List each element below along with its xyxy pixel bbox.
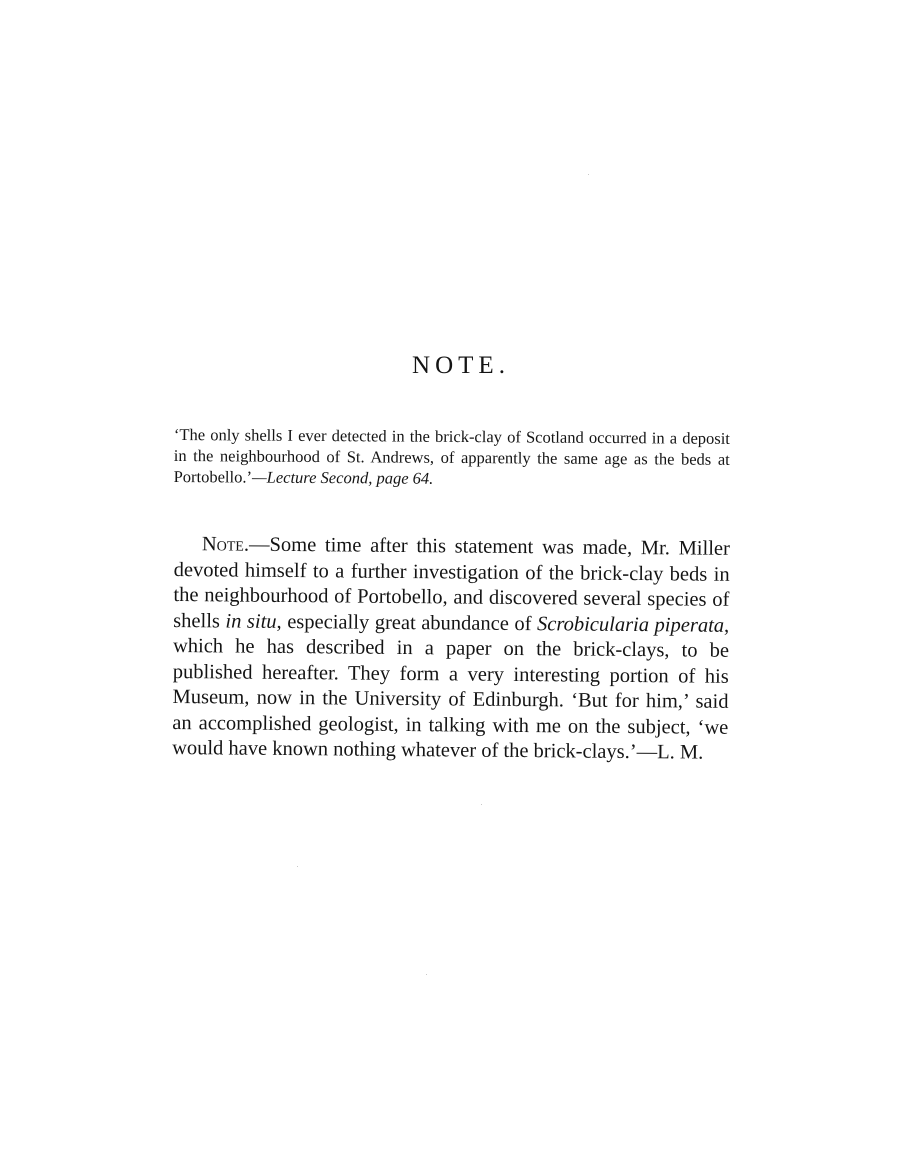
page-heading: NOTE. — [412, 352, 510, 379]
note-text-1: —Some time after this statement was made, Mr. Miller devoted himself to a further investigation of the brick-clay beds in the neighbourhood of Portobello, and discovered several species of shells — [173, 533, 730, 632]
paper-speck — [297, 866, 298, 867]
paper-speck — [588, 174, 589, 175]
quoted-passage — [174, 424, 730, 491]
note-lead: Note. — [201, 533, 250, 556]
paper-speck — [426, 974, 427, 975]
editorial-note — [172, 532, 730, 766]
note-text-3: , which he has described in a paper on the brick-clays, to be published hereafter. They form a very interesting portion of his Museum, now in the University of Edinburgh. ‘But for him,’ said an accomplished geologist, in talking with me on the subject, ‘we would have known nothing whatever of the brick-clays.’—L. M. — [172, 614, 730, 764]
paper-speck — [481, 804, 482, 805]
note-italic-1: in situ — [225, 609, 277, 633]
note-text-2: , especially great abundance of — [276, 610, 538, 635]
note-italic-2: Scrobicularia piperata — [536, 612, 725, 637]
quote-citation: —Lecture Second, page 64. — [251, 467, 434, 488]
quote-text: ‘The only shells I ever detected in the brick-clay of Scotland occurred in a deposit in the neighbourhood of St. Andrews, of apparently the same age as the beds at Portobello.’ — [173, 424, 730, 487]
